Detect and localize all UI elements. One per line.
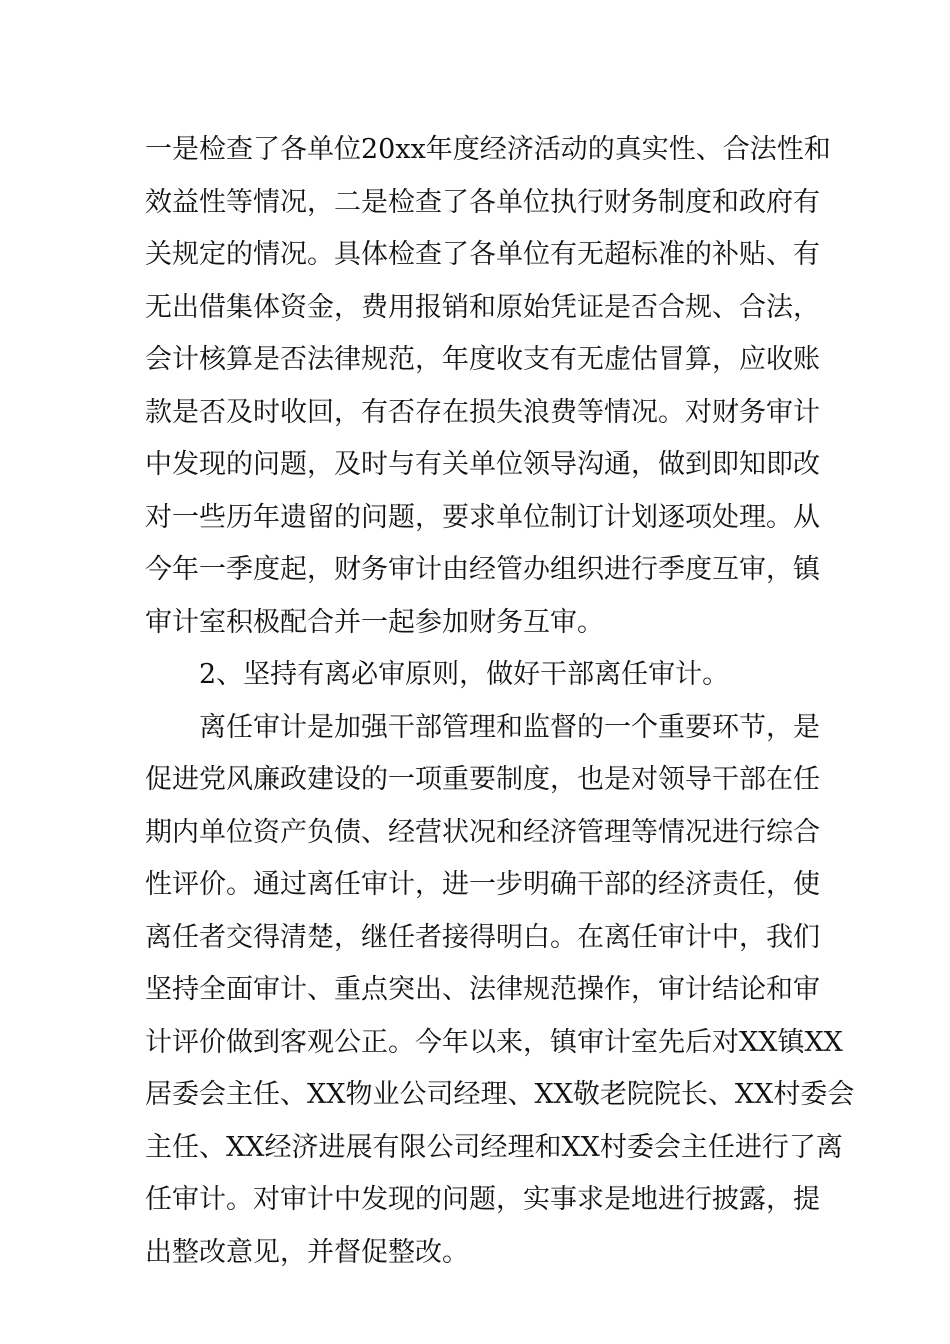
section-heading-resignation-audit [145,649,807,702]
text-line: 关规定的情况。具体检查了各单位有无超标准的补贴、有 [145,239,820,270]
text-line: 坚持全面审计、重点突出、法律规范操作，审计结论和审 [145,974,820,1005]
text-line: 今年一季度起，财务审计由经管办组织进行季度互审，镇 [145,554,820,585]
text-line: 款是否及时收回，有否存在损失浪费等情况。对财务审计 [145,396,820,428]
paragraph-financial-audit [145,124,831,649]
text-line: 计评价做到客观公正。今年以来，镇审计室先后对XX镇XX [145,1026,843,1058]
text-line: 离任者交得清楚，继任者接得明白。在离任审计中，我们 [145,921,820,953]
text-line: 促进党风廉政建设的一项重要制度，也是对领导干部在任 [145,764,820,795]
text-line: 效益性等情况，二是检查了各单位执行财务制度和政府有 [145,186,820,218]
text-line: 对一些历年遗留的问题，要求单位制订计划逐项处理。从 [145,501,820,533]
text-line: 居委会主任、XX物业公司经理、XX敬老院院长、XX村委会 [145,1079,855,1110]
paragraph-resignation-audit [145,702,855,1280]
text-line: 出整改意见，并督促整改。 [145,1236,469,1268]
text-line: 审计室积极配合并一起参加财务互审。 [145,606,604,638]
text-line: 会计核算是否法律规范，年度收支有无虚估冒算，应收账 [145,344,820,375]
text-line: 无出借集体资金，费用报销和原始凭证是否合规、合法， [145,291,820,323]
text-line: 一是检查了各单位20xx年度经济活动的真实性、合法性和 [145,134,831,165]
heading-line: 2、坚持有离必审原则，做好干部离任审计。 [199,659,730,690]
text-line: 离任审计是加强干部管理和监督的一个重要环节，是 [199,711,820,743]
text-line: 主任、XX经济进展有限公司经理和XX村委会主任进行了离 [145,1131,843,1163]
text-line: 任审计。对审计中发现的问题，实事求是地进行披露，提 [145,1184,820,1215]
text-line: 性评价。通过离任审计，进一步明确干部的经济责任，使 [145,869,820,900]
text-line: 中发现的问题，及时与有关单位领导沟通，做到即知即改 [145,449,820,480]
body-text [145,124,855,1279]
text-line: 期内单位资产负债、经营状况和经济管理等情况进行综合 [145,816,820,848]
